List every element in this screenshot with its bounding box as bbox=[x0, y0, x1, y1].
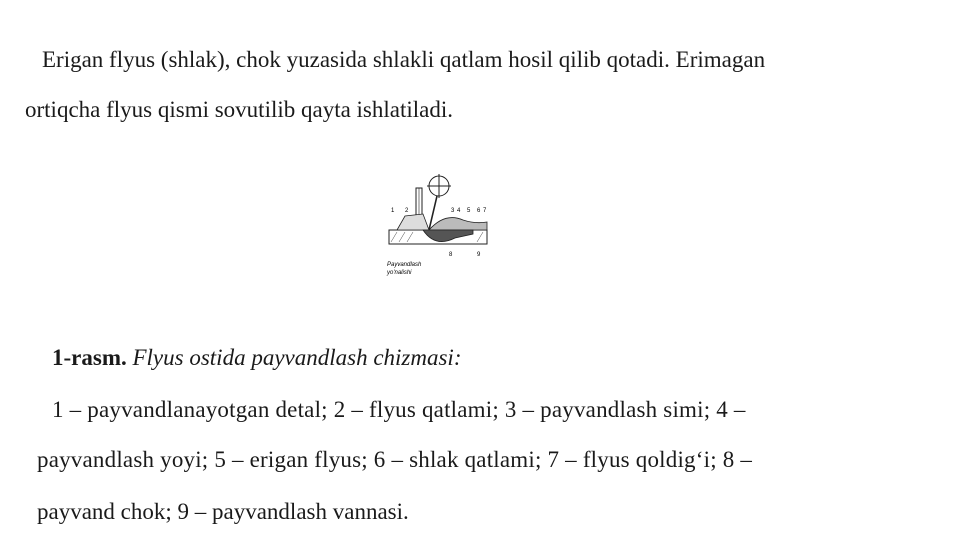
welding-diagram bbox=[383, 172, 503, 282]
fig-label-7: 7 bbox=[483, 208, 487, 214]
slag-layer bbox=[429, 218, 487, 230]
fig-label-6: 6 bbox=[477, 208, 481, 214]
fig-label-4: 4 bbox=[457, 208, 461, 214]
fig-label-8: 8 bbox=[449, 252, 453, 258]
legend-line-2: payvandlash yoyi; 5 – erigan flyus; 6 – shlak qatlami; 7 – flyus qoldig‘i; 8 – bbox=[37, 447, 753, 472]
fig-label-5: 5 bbox=[467, 208, 471, 214]
electrode-holder-symbol bbox=[427, 174, 451, 198]
direction-label-1: Payvandlash bbox=[387, 262, 422, 268]
caption-number: 1-rasm. bbox=[52, 345, 127, 370]
fig-label-9: 9 bbox=[477, 252, 481, 258]
flux-layer bbox=[397, 214, 429, 230]
legend-line-3: payvand chok; 9 – payvandlash vannasi. bbox=[37, 499, 409, 524]
figure-caption bbox=[52, 344, 461, 372]
legend-line-1: 1 – payvandlanayotgan detal; 2 – flyus qatlami; 3 – payvandlash simi; 4 – bbox=[52, 397, 746, 422]
fig-label-1: 1 bbox=[391, 208, 395, 214]
fig-label-2: 2 bbox=[405, 208, 409, 214]
direction-label-2: yo'nalishi bbox=[387, 270, 412, 276]
fig-label-3: 3 bbox=[451, 208, 455, 214]
caption-text: Flyus ostida payvandlash chizmasi: bbox=[132, 345, 462, 370]
paragraph-line-1: Erigan flyus (shlak), chok yuzasida shlakli qatlam hosil qilib qotadi. Erimagan bbox=[42, 47, 766, 72]
paragraph-line-2: ortiqcha flyus qismi sovutilib qayta ishlatiladi. bbox=[25, 97, 454, 122]
submerged-arc-welding-scheme bbox=[383, 172, 503, 282]
